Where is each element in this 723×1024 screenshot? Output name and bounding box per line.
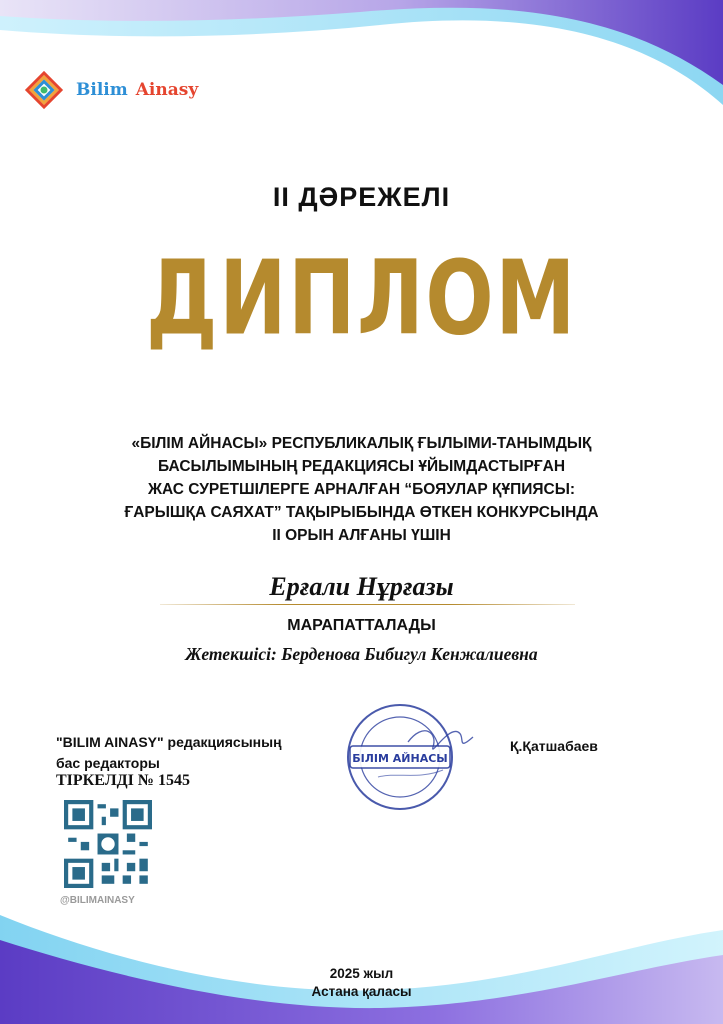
logo-wordmark bbox=[76, 80, 198, 100]
official-stamp bbox=[338, 702, 478, 812]
issue-year: 2025 жыл bbox=[329, 966, 394, 981]
description-line: «БІЛІМ АЙНАСЫ» РЕСПУБЛИКАЛЫҚ ҒЫЛЫМИ-ТАНЫМДЫҚ bbox=[131, 435, 592, 452]
name-underline bbox=[160, 604, 575, 605]
description-line: II ОРЫН АЛҒАНЫ ҮШІН bbox=[272, 527, 451, 544]
diploma-title: ДИПЛОМ bbox=[146, 239, 577, 359]
award-description bbox=[40, 432, 683, 547]
editor-line-2: бас редакторы bbox=[56, 755, 160, 771]
logo-word-ainasy: Ainasy bbox=[135, 80, 199, 100]
description-line: БАСЫЛЫМЫНЫҢ РЕДАКЦИЯСЫ ҰЙЫМДАСТЫРҒАН bbox=[157, 458, 566, 475]
signatory-name: Қ.Қатшабаев bbox=[510, 738, 598, 754]
awarded-text: МАРАПАТТАЛАДЫ bbox=[287, 617, 436, 634]
description-line: ЖАС СУРЕТШІЛЕРГЕ АРНАЛҒАН “БОЯУЛАР ҚҰПИЯСЫ: bbox=[147, 481, 576, 498]
registration-number: ТІРКЕЛДІ № 1545 bbox=[56, 772, 190, 789]
logo-word-bilim: Bilim bbox=[76, 80, 128, 100]
supervisor-line: Жетекшісі: Берденова Бибигул Кенжалиевна bbox=[185, 644, 538, 664]
social-handle: @BILIMAINASY bbox=[60, 895, 135, 906]
editor-line-1: "BILIM AINASY" редакциясының bbox=[56, 734, 282, 750]
stamp-text: БІЛІМ АЙНАСЫ bbox=[352, 752, 448, 765]
editor-title bbox=[56, 732, 282, 774]
description-line: ҒАРЫШҚА САЯХАТ” ТАҚЫРЫБЫНДА ӨТКЕН КОНКУРСЫНДА bbox=[124, 504, 599, 521]
bilim-ainasy-logo-icon bbox=[24, 70, 64, 110]
qr-code-icon bbox=[64, 800, 152, 888]
recipient-name: Ерғали Нұрғазы bbox=[269, 572, 454, 601]
brand-logo bbox=[24, 70, 198, 110]
issue-city: Астана қаласы bbox=[311, 984, 412, 999]
degree-heading: II ДӘРЕЖЕЛІ bbox=[272, 182, 451, 212]
